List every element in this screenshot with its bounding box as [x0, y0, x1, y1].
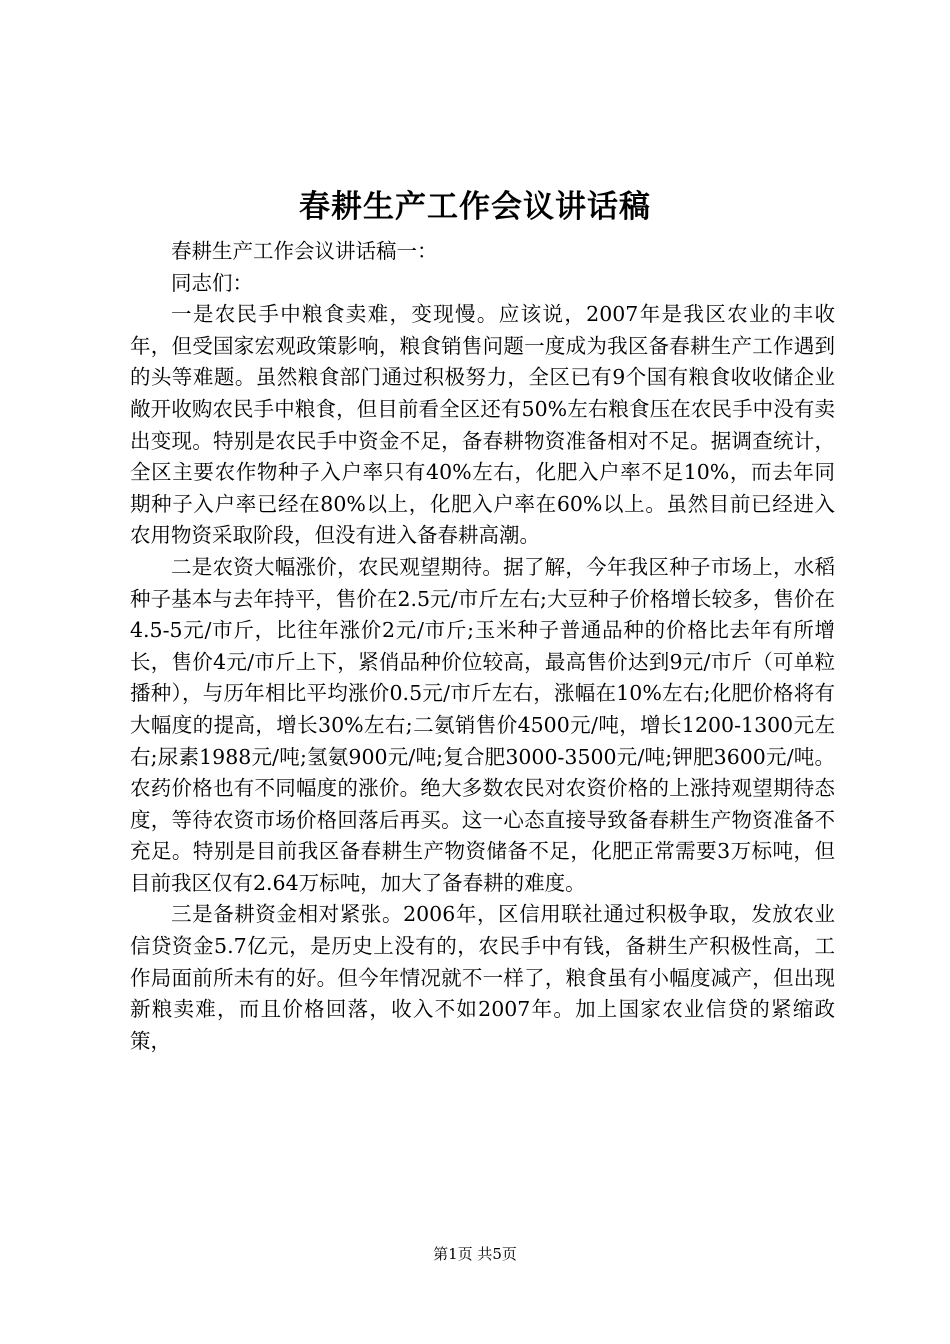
paragraph-subtitle: 春耕生产工作会议讲话稿一： [171, 239, 438, 263]
paragraph-point-two: 二是农资大幅涨价，农民观望期待。据了解，今年我区种子市场上，水稻种子基本与去年持平，售价在2.5元/市斤左右;大豆种子价格增长较多，售价在4.5-5元/市斤，比往年涨价2元/市斤;玉米种子普通品种的价格比去年有所增长，售价4元/市斤上下，紧俏品种价位较高，最高售价达到9元/市斤（可单粒播种），与历年相比平均涨价0.5元/市斤左右，涨幅在10%左右;化肥价格将有大幅度的提高，增长30%左右;二氨销售价4500元/吨，增长1200-1300元左右;尿素1988元/吨;氢氨900元/吨;复合肥3000-3500元/吨;钾肥3600元/吨。农药价格也有不同幅度的涨价。绝大多数农民对农资价格的上涨持观望期待态度，等待农资市场价格回落后再买。这一心态直接导致备春耕生产物资准备不充足。特别是目前我区备春耕生产物资储备不足，化肥正常需要3万标吨，但目前我区仅有2.64万标吨，加大了备春耕的难度。 [130, 554, 835, 895]
page-number-footer: 第1页 共5页 [433, 1245, 517, 1263]
page-title: 春耕生产工作会议讲话稿 [299, 189, 651, 225]
paragraph-point-one: 一是农民手中粮食卖难，变现慢。应该说，2007年是我区农业的丰收年，但受国家宏观政策影响，粮食销售问题一度成为我区备春耕生产工作遇到的头等难题。虽然粮食部门通过积极努力，全区已有9个国有粮食收收储企业敞开收购农民手中粮食，但目前看全区还有50%左右粮食压在农民手中没有卖出变现。特别是农民手中资金不足，备春耕物资准备相对不足。据调查统计，全区主要农作物种子入户率只有40%左右，化肥入户率不足10%，而去年同期种子入户率已经在80%以上，化肥入户率在60%以上。虽然目前已经进入农用物资采取阶段，但没有进入备春耕高潮。 [130, 302, 835, 548]
document-body [130, 236, 835, 1057]
paragraph-point-three: 三是备耕资金相对紧张。2006年，区信用联社通过积极争取，发放农业信贷资金5.7亿元，是历史上没有的，农民手中有钱，备耕生产积极性高，工作局面前所未有的好。但今年情况就不一样了，粮食虽有小幅度减产，但出现新粮卖难，而且价格回落，收入不如2007年。加上国家农业信贷的紧缩政策， [130, 902, 835, 1053]
paragraph-salutation: 同志们： [171, 270, 253, 295]
